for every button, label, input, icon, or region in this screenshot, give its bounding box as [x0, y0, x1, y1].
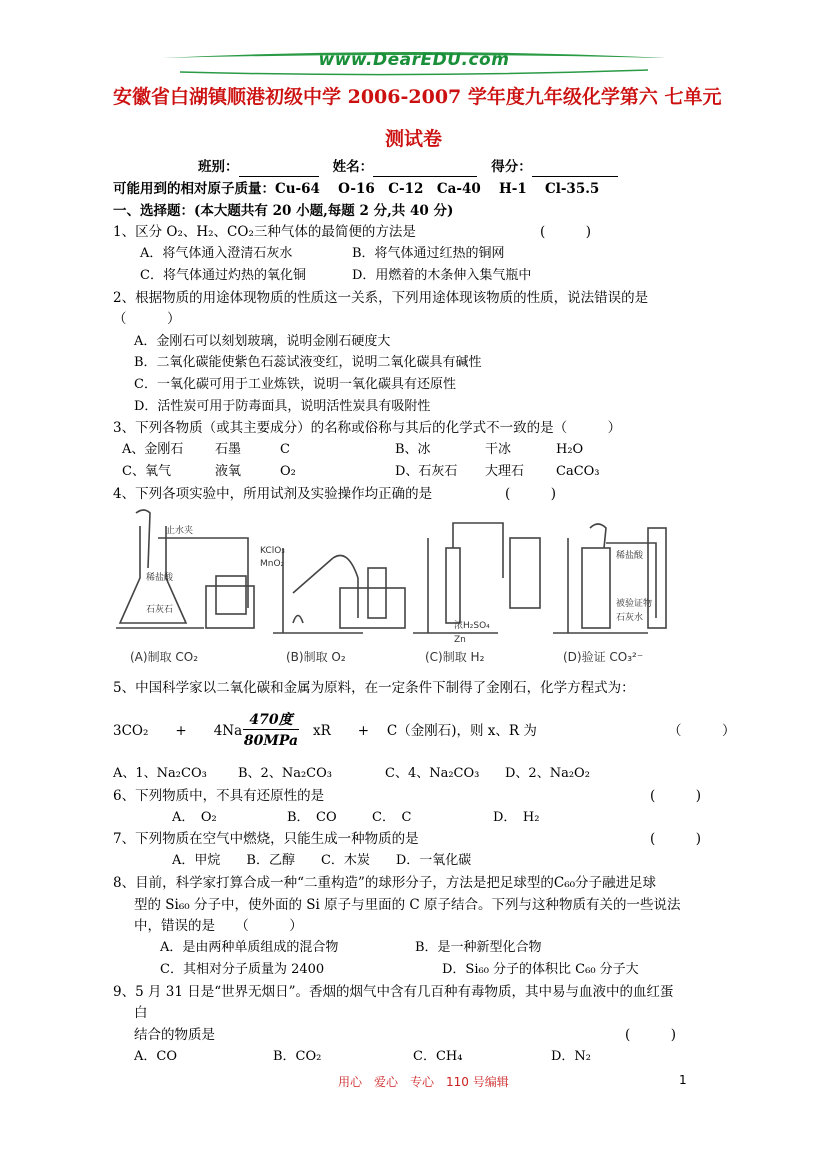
q6-option-d[interactable]: D． H₂	[493, 810, 540, 825]
atomic-masses	[113, 179, 599, 199]
q5-option-d[interactable]: D、2、Na₂O₂	[505, 766, 590, 781]
q9-line1: 9、5 月 31 日是“世界无烟日”。香烟的烟气中含有几百种有毒物质，其中易与血液中的血红蛋	[113, 984, 674, 1000]
caption-d: (D)验证 CO₃²⁻	[563, 650, 644, 664]
caption-b: (B)制取 O₂	[286, 650, 346, 664]
section-heading: 一、选择题：(本大题共有 20 小题,每题 2 分,共 40 分)	[113, 203, 454, 219]
q6-option-b[interactable]: B． CO	[287, 810, 337, 825]
q5-paren[interactable]: （ ）	[668, 723, 736, 739]
label-limewater: 石灰水	[616, 613, 644, 623]
q4-paren[interactable]: ( )	[505, 486, 557, 502]
q5-condition-top: 470度	[249, 712, 293, 728]
q4-stem: 4、下列各项实验中，所用试剂及实验操作均正确的是	[113, 486, 433, 502]
q5-eq-right: xR + C（金刚石)，则 x、R 为	[313, 723, 537, 739]
q5-option-c[interactable]: C、4、Na₂CO₃	[385, 766, 480, 781]
label-dilute-hcl-d: 稀盐酸	[616, 551, 644, 561]
label-limestone: 石灰石	[146, 605, 174, 615]
footer-text: 用心 爱心 专心 110 号编辑	[338, 1075, 509, 1089]
q5-reaction-arrow	[243, 729, 299, 730]
q8-line2: 型的 Si₆₀ 分子中，使外面的 Si 原子与里面的 C 原子结合。下列与这种物质有关的一些说法	[134, 897, 681, 913]
label-test-substance: 被验证物	[616, 599, 653, 609]
q8-option-c[interactable]: C．其相对分子质量为 2400	[160, 962, 325, 977]
class-label: 班别：	[198, 159, 239, 175]
q5-stem: 5、中国科学家以二氧化碳和金属为原料，在一定条件下制得了金刚石，化学方程式为：	[113, 680, 635, 696]
page-number: 1	[679, 1073, 687, 1087]
label-zn: Zn	[454, 635, 466, 645]
q1-option-b[interactable]: B．将气体通过红热的铜网	[352, 246, 505, 261]
q9-option-b[interactable]: B．CO₂	[273, 1049, 322, 1064]
q9-option-c[interactable]: C．CH₄	[413, 1049, 463, 1064]
q1-paren[interactable]: ( )	[540, 224, 592, 240]
class-field[interactable]	[239, 176, 319, 177]
q8-option-a[interactable]: A．是由两种单质组成的混合物	[160, 940, 339, 955]
q9-option-a[interactable]: A．CO	[134, 1049, 177, 1064]
q8-line3[interactable]: 中，错误的是 （ ）	[134, 918, 303, 934]
q3-option-a-alt: 石墨	[215, 442, 242, 457]
label-kclo3: KClO₃	[260, 546, 285, 556]
q8-option-d[interactable]: D．Si₆₀ 分子的体积比 C₆₀ 分子大	[442, 962, 639, 977]
q1-stem: 1、区分 O₂、H₂、CO₂三种气体的最简便的方法是	[113, 224, 416, 240]
q3-option-c-alt: 液氧	[215, 464, 242, 479]
atomic-masses-values: Cu-64 O-16 C-12 Ca-40 H-1 Cl-35.5	[275, 181, 600, 197]
score-label: 得分：	[491, 159, 532, 175]
q3-option-d-name[interactable]: D、石灰石	[395, 464, 458, 479]
label-mno2: MnO₂	[260, 559, 285, 569]
q9-option-d[interactable]: D．N₂	[551, 1049, 592, 1064]
q2-option-d[interactable]: D．活性炭可用于防毒面具，说明活性炭具有吸附性	[134, 399, 431, 414]
q9-paren[interactable]: ( )	[625, 1027, 677, 1043]
q5-eq-left: 3CO₂ + 4Na	[113, 723, 243, 739]
q1-option-c[interactable]: C．将气体通过灼热的氧化铜	[140, 268, 306, 283]
q6-option-c[interactable]: C． C	[372, 810, 412, 825]
q7-stem: 7、下列物质在空气中燃烧，只能生成一种物质的是	[113, 831, 419, 847]
q7-options[interactable]: A．甲烷 B．乙醇 C．木炭 D．一氧化碳	[172, 853, 472, 868]
name-label: 姓名：	[332, 159, 374, 175]
q2-option-a[interactable]: A．金刚石可以刻划玻璃，说明金刚石硬度大	[134, 334, 391, 349]
q6-stem: 6、下列物质中，不具有还原性的是	[113, 788, 325, 804]
q2-option-b[interactable]: B．二氧化碳能使紫色石蕊试液变红，说明二氧化碳具有碱性	[134, 355, 482, 370]
q3-option-d-alt: 大理石	[485, 464, 525, 479]
q2-stem: 2、根据物质的用途体现物质的性质这一关系，下列用途体现该物质的性质，说法错误的是	[113, 290, 649, 306]
q9-line3: 结合的物质是	[134, 1027, 215, 1043]
score-field[interactable]	[532, 176, 618, 177]
name-field[interactable]	[373, 176, 477, 177]
q3-option-b-alt: 干冰	[485, 442, 512, 457]
q3-option-c-name[interactable]: C、氧气	[122, 464, 171, 479]
caption-a: (A)制取 CO₂	[130, 650, 199, 664]
q2-paren[interactable]: （ ）	[113, 311, 181, 327]
q8-line1: 8、目前，科学家打算合成一种“二重构造”的球形分子，方法是把足球型的C₆₀分子融进足球	[113, 875, 657, 891]
q3-stem: 3、下列各物质（或其主要成分）的名称或俗称与其后的化学式不一致的是（ ）	[113, 420, 622, 436]
q5-option-b[interactable]: B、2、Na₂CO₃	[238, 766, 332, 781]
q3-option-c-formula: O₂	[280, 464, 296, 479]
q7-paren[interactable]: ( )	[650, 831, 702, 847]
q9-line2: 白	[134, 1005, 148, 1021]
student-info-line	[198, 157, 618, 177]
q1-option-a[interactable]: A．将气体通入澄清石灰水	[140, 246, 293, 261]
q3-option-d-formula: CaCO₃	[556, 464, 600, 479]
site-banner	[160, 48, 668, 76]
q3-option-a-name[interactable]: A、金刚石	[122, 442, 184, 457]
q3-option-b-formula: H₂O	[556, 442, 584, 457]
q5-condition-bottom: 80MPa	[243, 733, 299, 749]
atomic-masses-label: 可能用到的相对原子质量：	[113, 181, 275, 197]
q6-paren[interactable]: ( )	[650, 788, 702, 804]
caption-c: (C)制取 H₂	[425, 650, 485, 664]
site-url: www.DearEDU.com	[318, 50, 510, 70]
q5-option-a[interactable]: A、1、Na₂CO₃	[113, 766, 207, 781]
q3-option-a-formula: C	[280, 442, 290, 457]
q1-option-d[interactable]: D．用燃着的木条伸入集气瓶中	[352, 268, 532, 283]
q6-option-a[interactable]: A． O₂	[172, 810, 217, 825]
label-conc-h2so4: 浓H₂SO₄	[454, 621, 490, 631]
apparatus-figure	[108, 508, 688, 670]
label-dilute-hcl-a: 稀盐酸	[146, 573, 174, 583]
q8-option-b[interactable]: B．是一种新型化合物	[415, 940, 542, 955]
q2-option-c[interactable]: C．一氧化碳可用于工业炼铁，说明一氧化碳具有还原性	[134, 377, 456, 392]
page-title-line2: 测试卷	[385, 128, 443, 150]
label-stop-clamp: 止水夹	[166, 526, 194, 536]
page-title-line1: 安徽省白湖镇顺港初级中学 2006-2007 学年度九年级化学第六 七单元	[113, 86, 722, 108]
q3-option-b-name[interactable]: B、冰	[395, 442, 431, 457]
